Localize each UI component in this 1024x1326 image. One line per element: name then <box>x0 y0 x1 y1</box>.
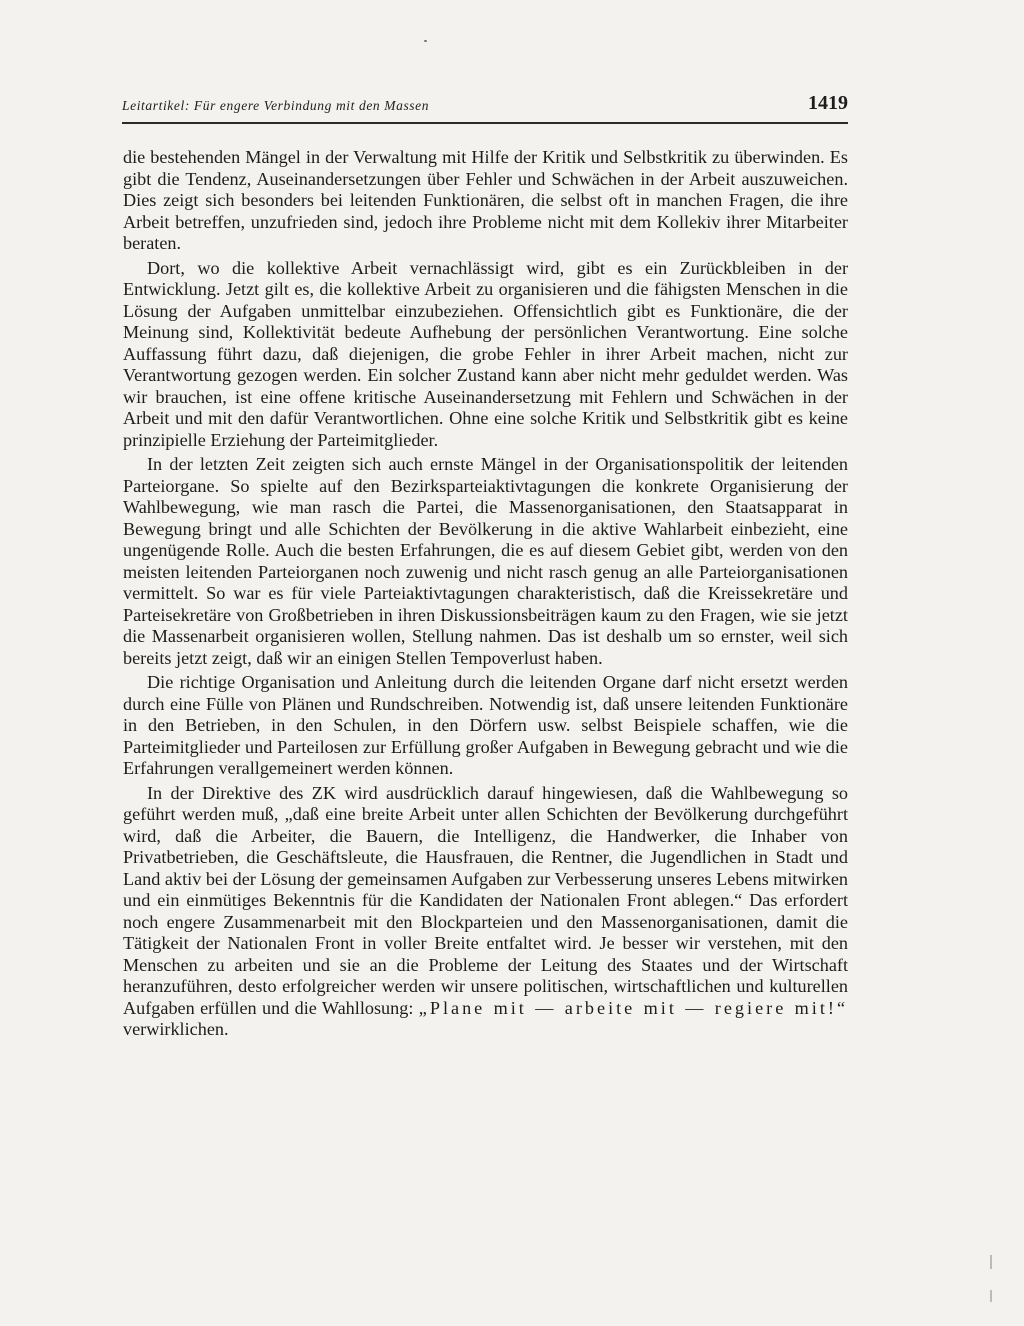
paragraph-2: Dort, wo die kollektive Arbeit vernachlässigt wird, gibt es ein Zurückbleiben in der Entwicklung. Jetzt gilt es, die kollektive Arbeit zu organisieren und die fähigsten Menschen in die Lösung der Aufgaben unmittelbar einzubeziehen. Offensichtlich gibt es Funktionäre, die der Meinung sind, Kollektivität bedeute Aufhebung der persönlichen Verantwortung. Eine solche Auffassung führt dazu, daß diejenigen, die grobe Fehler in ihrer Arbeit machen, nicht zur Verantwortung gezogen werden. Ein solcher Zustand kann aber nicht mehr geduldet werden. Was wir brauchen, ist eine offene kritische Auseinandersetzung mit Fehlern und Schwächen in der Arbeit und mit den dafür Verantwortlichen. Ohne eine solche Kritik und Selbstkritik gibt es keine prinzipielle Erziehung der Parteimitglieder. <box>123 257 848 450</box>
paragraph-3: In der letzten Zeit zeigten sich auch ernste Mängel in der Organisationspolitik der leitenden Parteiorgane. So spielte auf den Bezirksparteiaktivtagungen die konkrete Organisierung der Wahlbewegung, wie man rasch die Partei, die Massenorganisationen, den Staatsapparat in Bewegung bringt und alle Schichten der Bevölkerung in die aktive Wahlarbeit einbezieht, eine ungenügende Rolle. Auch die besten Erfahrungen, die es auf diesem Gebiet gibt, werden von den meisten leitenden Parteiorganen noch zuwenig und nicht rasch genug an alle Parteiorganisationen vermittelt. So war es für viele Parteiaktivtagungen charakteristisch, daß die Kreissekretäre und Parteisekretäre von Großbetrieben in ihren Diskussionsbeiträgen kaum zu den Fragen, wie sie jetzt die Massenarbeit organisieren wollen, Stellung nahmen. Das ist deshalb um so ernster, weil sich bereits jetzt zeigt, daß wir an einigen Stellen Tempoverlust haben. <box>123 454 848 668</box>
scan-mark <box>990 1255 992 1269</box>
page-header <box>122 92 848 124</box>
paragraph-5-text: In der Direktive des ZK wird ausdrücklich darauf hingewiesen, daß die Wahlbewegung so geführt werden muß, „daß eine breite Arbeit unter allen Schichten der Bevölkerung durchgeführt wird, daß die Arbeiter, die Bauern, die Intelligenz, die Handwerker, die Inhaber von Privatbetrieben, die Geschäftsleute, die Hausfrauen, die Rentner, die Jugendlichen in Stadt und Land aktiv bei der Lösung der gemeinsamen Aufgaben zur Verbesserung unseres Lebens mitwirken und ein einmütiges Bekenntnis für die Kandidaten der Nationalen Front ablegen.“ Das erfordert noch engere Zusammenarbeit mit den Blockparteien und den Massenorganisationen, damit die Tätigkeit der Nationalen Front in voller Breite entfaltet wird. Je besser wir verstehen, mit den Menschen zu arbeiten und sie an die Probleme der Leitung des Staates und der Wirtschaft heranzuführen, desto erfolgreicher werden wir unsere politischen, wirtschaftlichen und kulturellen Aufgaben erfüllen und die Wahllosung: <box>123 782 848 1018</box>
page-number: 1419 <box>808 92 848 114</box>
running-title: Leitartikel: Für engere Verbindung mit den Massen <box>122 98 430 113</box>
article-body <box>123 147 848 1044</box>
paragraph-5 <box>123 783 848 1041</box>
print-speck <box>424 40 427 42</box>
scan-mark <box>990 1290 992 1302</box>
paragraph-1: die bestehenden Mängel in der Verwaltung mit Hilfe der Kritik und Selbstkritik zu überwinden. Es gibt die Tendenz, Auseinandersetzungen über Fehler und Schwächen in der Arbeit auszuweichen. Dies zeigt sich besonders bei leitenden Funktionären, die selbst oft in manchen Fragen, die ihre Arbeit betreffen, unzufrieden sind, jedoch ihre Probleme nicht mit dem Kollekiv ihrer Mitarbeiter beraten. <box>123 147 848 253</box>
paragraph-4: Die richtige Organisation und Anleitung durch die leitenden Organe darf nicht ersetzt werden durch eine Fülle von Plänen und Rundschreiben. Notwendig ist, daß unsere leitenden Funktionäre in den Betrieben, in den Schulen, in den Dörfern usw. selbst Beispiele schaffen, wie die Parteimitglieder und Parteilosen zur Erfüllung großer Aufgaben in Bewegung gebracht und wie die Erfahrungen verallgemeinert werden können. <box>123 672 848 778</box>
paragraph-5-ending: verwirklichen. <box>123 1019 229 1039</box>
election-slogan: „Plane mit — arbeite mit — regiere mit!“ <box>418 997 849 1018</box>
